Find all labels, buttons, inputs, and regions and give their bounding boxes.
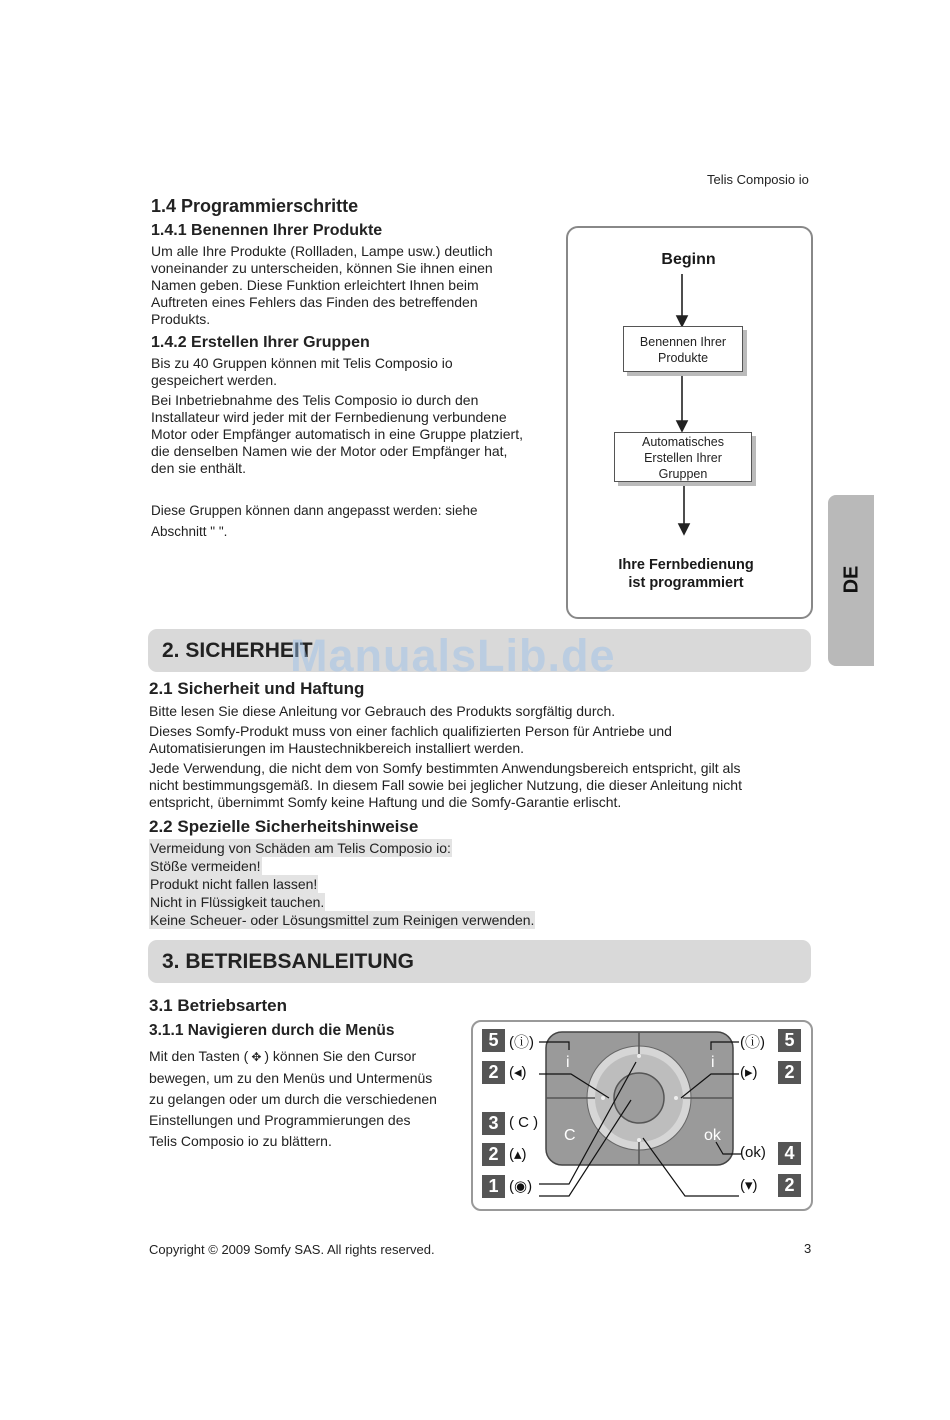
flowchart-step-name-products: Benennen Ihrer Produkte: [623, 326, 743, 372]
section-1-4-2-text-a: Bis zu 40 Gruppen können mit Telis Composio io gespeichert werden.: [151, 355, 453, 388]
flowchart-start: Beginn: [661, 251, 716, 268]
flowchart-step-create-groups: Automatisches Erstellen Ihrer Gruppen: [614, 432, 752, 482]
keypad-label-c: C: [564, 1127, 576, 1144]
cursor-keys-icon: ✥: [251, 1050, 262, 1064]
keypad-callout-number: 5: [482, 1029, 505, 1052]
keypad-callout-number: 2: [778, 1174, 801, 1197]
section-2-2-list: [149, 839, 809, 929]
section-2-1-p3: Jede Verwendung, die nicht dem von Somfy bestimmten Anwendungsbereich entspricht, gilt als nicht bestimmungsgemäß. In diesem Fall sowie bei jeglicher Nutzung, die dieser Anleitung nicht entspricht, übernimmt Somfy keine Haftung und die Somfy-Garantie erlischt.: [149, 760, 742, 810]
section-1-4-2-title: 1.4.2 Erstellen Ihrer Gruppen: [151, 334, 370, 351]
section-3-1-1-title: 3.1.1 Navigieren durch die Menüs: [149, 1022, 395, 1039]
footer-page-number: 3: [804, 1241, 812, 1256]
section-1-4-1-title: 1.4.1 Benennen Ihrer Produkte: [151, 222, 383, 239]
section-1-4-1-text: Um alle Ihre Produkte (Rollladen, Lampe usw.) deutlich voneinander zu unterscheiden, können Sie ihnen einen Namen geben. Diese Funktion erleichtert Ihnen beim Auftreten eines Fehlers das Finden des betreffenden Produkts.: [151, 243, 493, 327]
footer-copyright: Copyright © 2009 Somfy SAS. All rights reserved.: [149, 1242, 435, 1257]
section-3-title: 3. BETRIEBSANLEITUNG: [162, 950, 415, 973]
keypad-callout-label: ( C ): [509, 1114, 539, 1131]
section-3-1-1-text: Mit den Tasten ( ✥ ) können Sie den Cursor bewegen, um zu den Menüs und Untermenüs zu gelangen oder um durch die verschiedenen Einstellungen und Programmierungen des Telis Composio io zu blättern.: [149, 1048, 437, 1149]
keypad-label-i-right: i: [711, 1054, 715, 1071]
keypad-callout-number: 5: [778, 1029, 801, 1052]
safety-note: Keine Scheuer- oder Lösungsmittel zum Reinigen verwenden.: [150, 912, 535, 928]
keypad-label-ok: ok: [704, 1127, 721, 1144]
section-1-4-2-text-c: Diese Gruppen können dann angepasst werden: siehe Abschnitt " ".: [151, 503, 478, 539]
section-1-4-2-text-b: Bei Inbetriebnahme des Telis Composio io durch den Installateur wird jeder mit der Fernbedienung verbundene Motor oder Empfänger automatisch in eine Gruppe platziert, die denselben Namen wie der Motor oder Empfänger hat, den sie enthält.: [151, 392, 523, 476]
section-3-bar: [148, 940, 811, 983]
keypad-callout-label: (▴): [509, 1146, 527, 1163]
keypad-callout-label: (▸): [740, 1064, 758, 1081]
keypad-callout-label: (ⓘ): [740, 1034, 765, 1051]
flowchart-end: Ihre Fernbedienung ist programmiert: [618, 557, 754, 591]
section-2-1-p1: Bitte lesen Sie diese Anleitung vor Gebrauch des Produkts sorgfältig durch.: [149, 703, 616, 719]
section-2-1-p2: Dieses Somfy-Produkt muss von einer fachlich qualifizierten Person für Antriebe und Automatisierungen im Haustechnikbereich installiert werden.: [149, 723, 672, 756]
keypad-callout-number: 2: [482, 1143, 505, 1166]
keypad-callout-number: 2: [778, 1061, 801, 1084]
section-2-title: 2. SICHERHEIT: [162, 639, 313, 662]
section-2-2-title: 2.2 Spezielle Sicherheitshinweise: [149, 817, 419, 836]
safety-note: Nicht in Flüssigkeit tauchen.: [150, 894, 325, 910]
keypad-callout-label: (◉): [509, 1178, 533, 1195]
keypad-callout-label: (▾): [740, 1177, 758, 1194]
keypad-label-i-left: i: [566, 1054, 570, 1071]
section-3-1-title: 3.1 Betriebsarten: [149, 996, 287, 1015]
section-2-1-title: 2.1 Sicherheit und Haftung: [149, 679, 365, 698]
keypad-callout-number: 2: [482, 1061, 505, 1084]
keypad-callout-label: (ok): [740, 1144, 766, 1161]
language-tab-label: DE: [840, 565, 863, 594]
keypad-callout-label: (◂): [509, 1064, 527, 1081]
safety-note: Stöße vermeiden!: [150, 858, 261, 874]
keypad-callout-number: 4: [778, 1142, 801, 1165]
keypad-callout-number: 3: [482, 1112, 505, 1135]
product-header: Telis Composio io: [707, 172, 809, 187]
safety-note: Produkt nicht fallen lassen!: [150, 876, 318, 892]
keypad-callout-number: 1: [482, 1175, 505, 1198]
keypad-callout-label: (ⓘ): [509, 1034, 534, 1051]
safety-note: Vermeidung von Schäden am Telis Composio io:: [150, 840, 451, 856]
watermark: ManualsLib.de: [290, 630, 616, 681]
section-1-4-title: 1.4 Programmierschritte: [151, 196, 359, 216]
